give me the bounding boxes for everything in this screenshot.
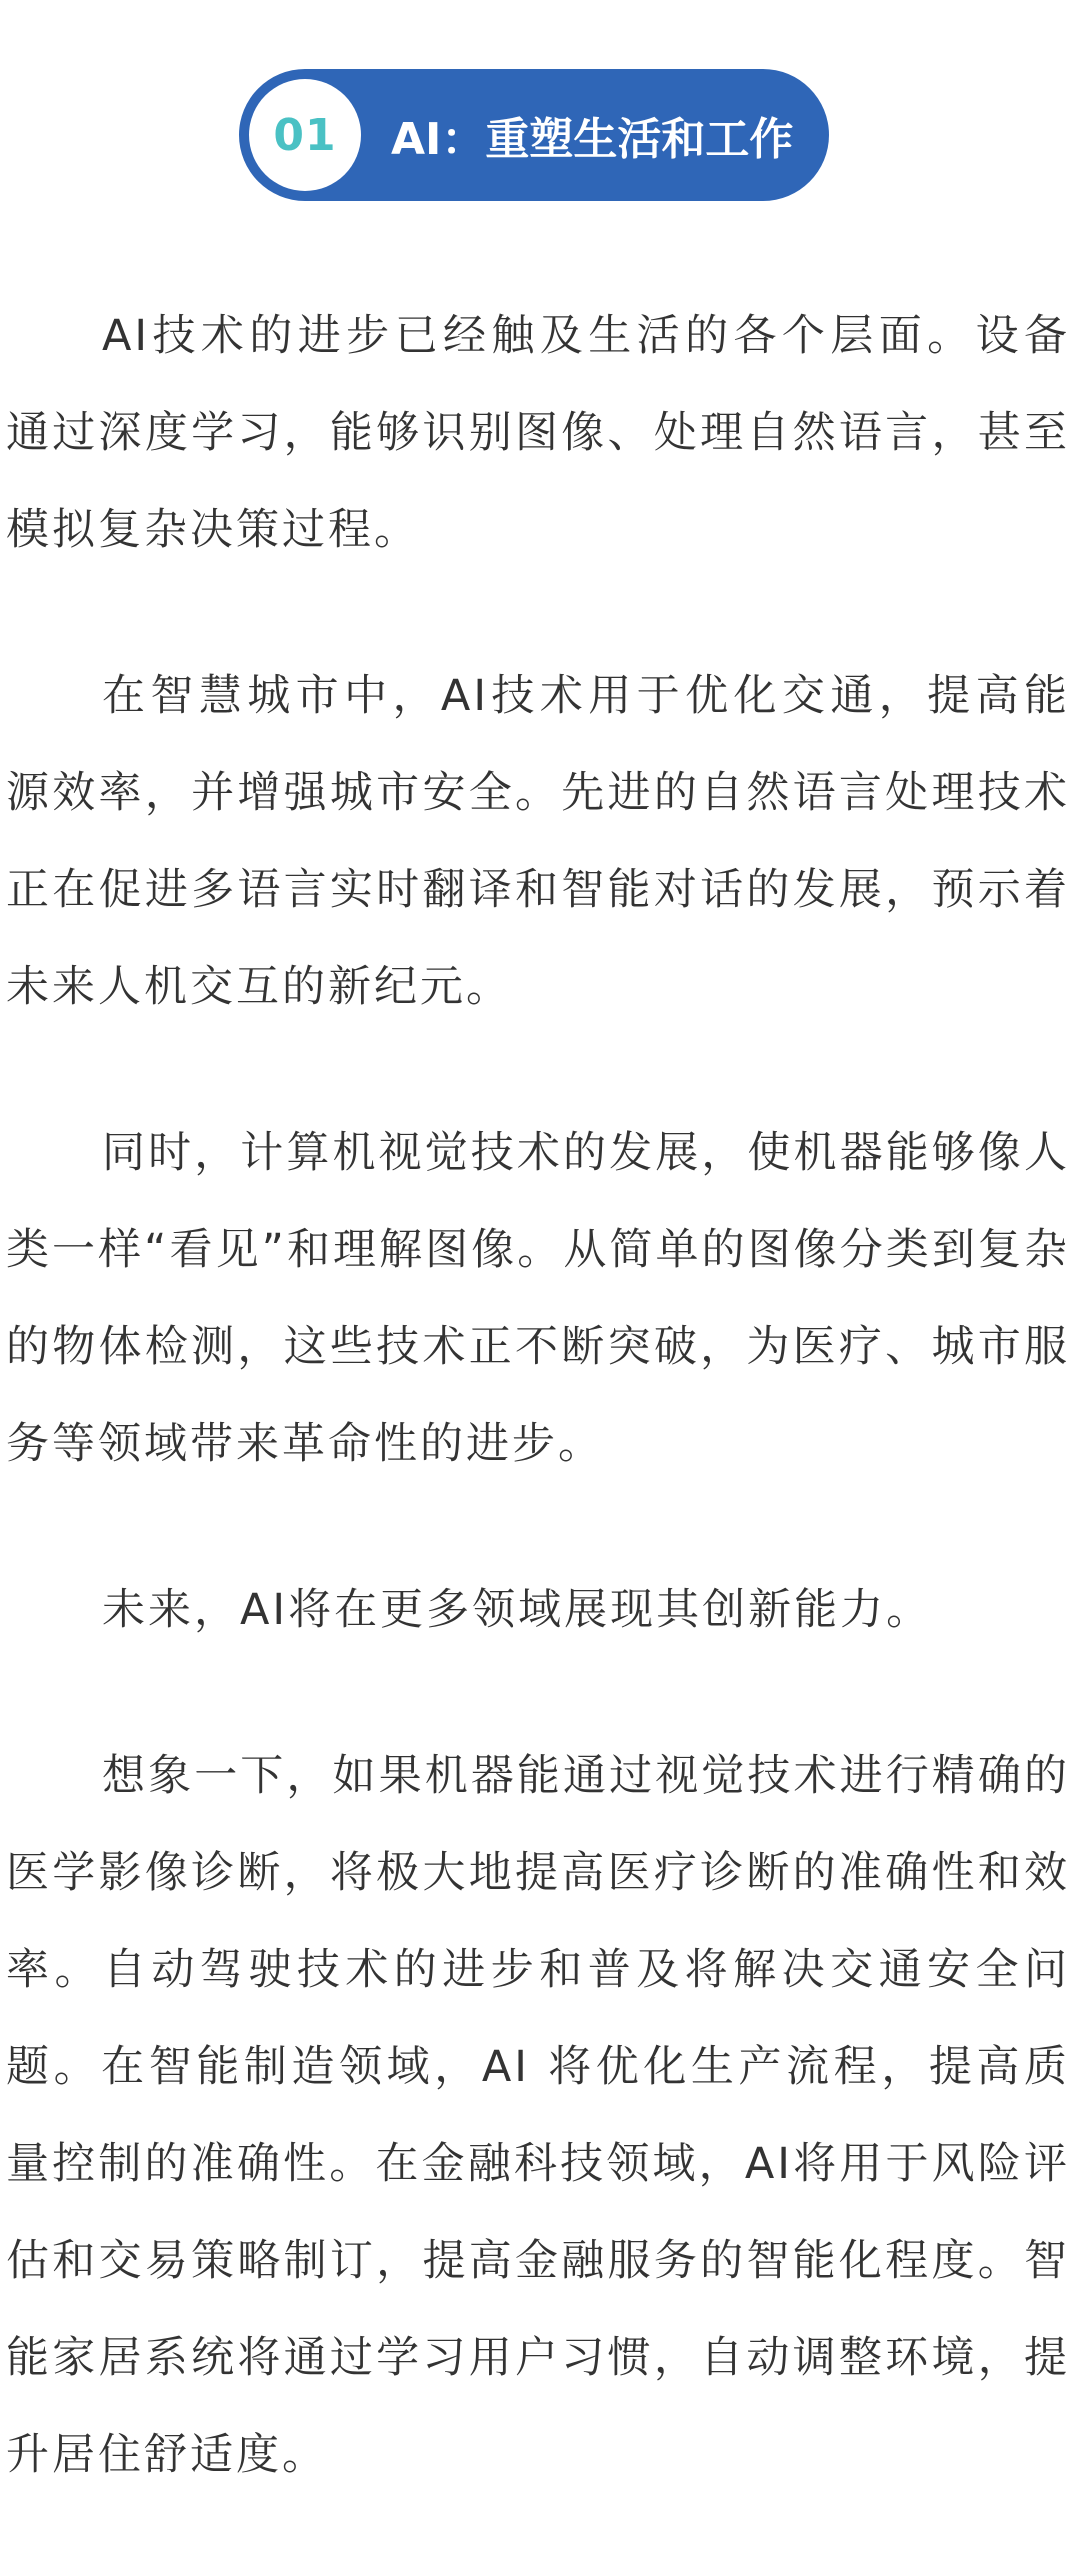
- paragraph-3: 同时，计算机视觉技术的发展，使机器能够像人类一样“看见”和理解图像。从简单的图像分类到复杂的物体检测，这些技术正不断突破，为医疗、城市服务等领域带来革命性的进步。: [6, 1128, 1070, 1469]
- paragraph-5: 想象一下，如果机器能通过视觉技术进行精确的医学影像诊断，将极大地提高医疗诊断的准确性和效率。自动驾驶技术的进步和普及将解决交通安全问题。在智能制造领域，AI 将优化生产流程，提高质量控制的准确性。在金融科技领域，AI将用于风险评估和交易策略制订，提高金融服务的智能化程度。智能家居系统将通过学习用户习惯，自动调整环境，提升居住舒适度。: [6, 1751, 1070, 2480]
- article-body: [6, 288, 1070, 2573]
- paragraph-4: 未来，AI将在更多领域展现其创新能力。: [102, 1585, 933, 1635]
- section-header: [239, 69, 829, 201]
- section-number-badge: 01: [249, 79, 361, 191]
- paragraph-1: AI技术的进步已经触及生活的各个层面。设备通过深度学习，能够识别图像、处理自然语言，甚至模拟复杂决策过程。: [6, 311, 1070, 555]
- section-title: AI：重塑生活和工作: [391, 114, 794, 165]
- paragraph-2: 在智慧城市中，AI技术用于优化交通，提高能源效率，并增强城市安全。先进的自然语言处理技术正在促进多语言实时翻译和智能对话的发展，预示着未来人机交互的新纪元。: [6, 671, 1070, 1012]
